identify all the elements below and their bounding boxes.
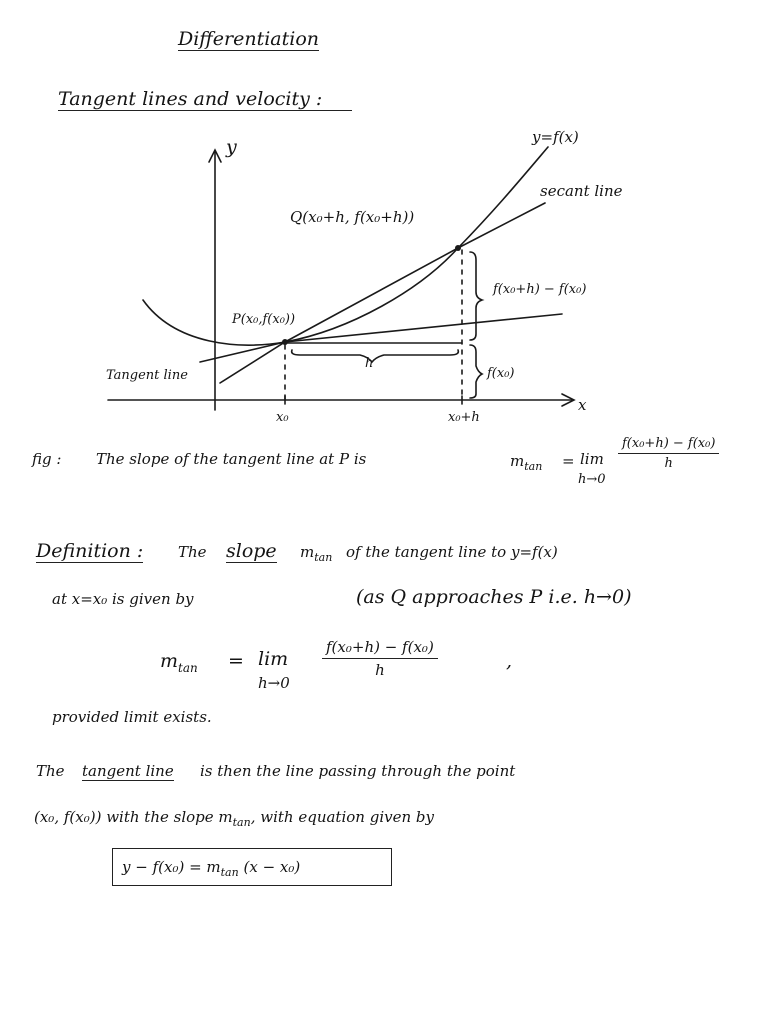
fx0-brace [470,345,482,398]
definition-m-tan: $m_{tan}$ [300,543,333,564]
definition-line2-paren: (as Q approaches P i.e. h→0) [356,586,632,608]
point-q-label: Q(x₀+h, f(x₀+h)) [290,208,415,226]
rise-brace [470,252,482,340]
h-brace [292,350,459,362]
caption-fraction [618,436,719,471]
curve-label: y=f(x) [532,128,579,146]
tangent-line1-tangent: tangent line [82,762,174,780]
curve-fx [143,147,548,345]
fx0-label: f(x₀) [487,366,515,381]
caption-equals: = [562,452,575,470]
formula-equals: = [228,650,244,672]
formula-numerator: f(x₀+h) − f(x₀) [322,638,438,659]
formula-lim-sub: h→0 [258,674,290,692]
formula-comma: , [506,650,513,672]
point-p-label: P(x₀,f(x₀)) [232,312,296,327]
definition-slope-word: slope [226,540,277,562]
h-label: h [365,356,374,371]
caption-numerator: f(x₀+h) − f(x₀) [618,436,719,454]
x0-tick-label: x₀ [276,410,289,425]
formula-fraction [322,638,438,679]
point-p [282,339,288,345]
caption-m-tan: $m_{tan}$ [510,452,543,473]
formula-lim: lim [258,648,289,670]
provided-text: provided limit exists. [52,708,212,726]
formula-denominator: h [375,661,385,679]
tangent-line1-rest: is then the line passing through the point [200,762,516,780]
caption-lead: fig : [32,450,62,468]
definition-line2-pre: at x=x₀ is given by [52,590,194,608]
point-q [455,245,461,251]
formula-m-tan: $m_{tan}$ [160,650,198,675]
y-axis-label: y [226,136,237,158]
caption-lim: lim [580,450,604,468]
tangent-line1-pre: The [36,762,65,780]
boxed-equation: $y - f(x_0) = m_{tan}$ (x − x₀) [122,858,301,879]
definition-line1-rest: of the tangent line to y=f(x) [346,543,558,561]
tangent-line2: (x₀, f(x₀)) with the slope $m_{tan}$, with equation given by [34,808,434,829]
definition-line1-pre: The [178,543,207,561]
section-heading: Tangent lines and velocity : [58,88,352,111]
x-axis-label: x [578,396,587,414]
caption-text: The slope of the tangent line at P is [96,450,367,468]
x0h-tick-label: x₀+h [448,410,480,425]
page-title: Differentiation [178,28,320,50]
tangent-label: Tangent line [106,368,188,383]
caption-denominator: h [664,456,673,471]
caption-limit-sub: h→0 [578,472,606,487]
secant-label: secant line [540,182,623,200]
rise-label: f(x₀+h) − f(x₀) [493,282,587,297]
definition-label: Definition : [36,540,144,562]
